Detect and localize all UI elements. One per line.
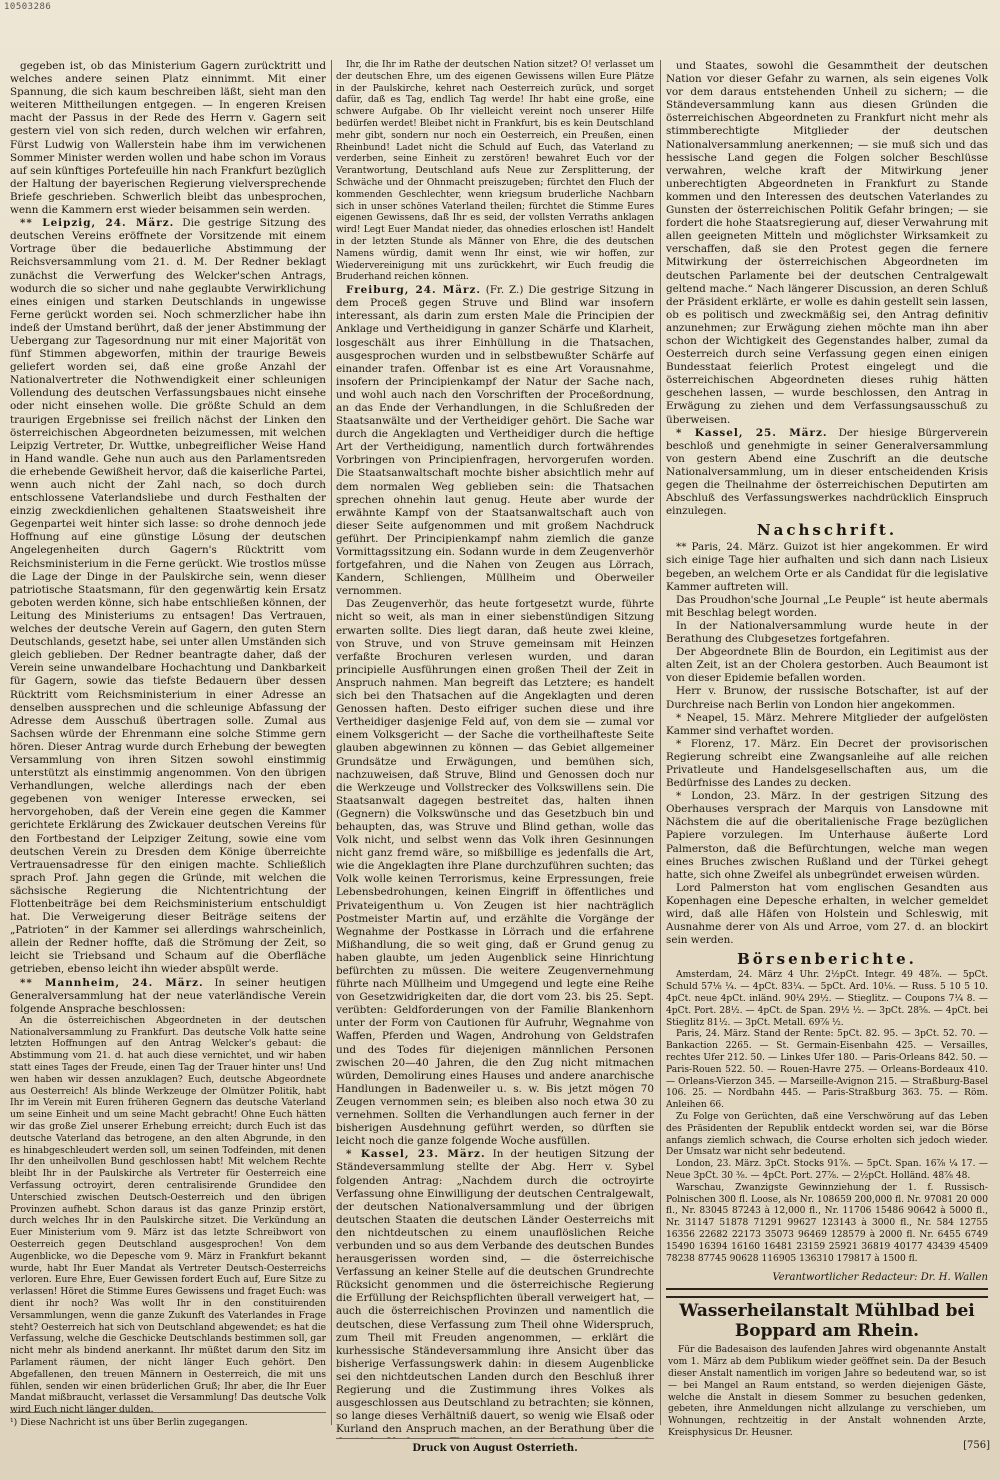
col3-kassel-text: Der hiesige Bürgerverein beschloß und genehmigte in seiner Generalversammlung von gestern Abend eine Zuschrift an die deutsche Nationalversammlung, um in dieser entscheidenden Krisis gegen die Theilnahme der österreichischen Deputirten am Abschluß des Verfassungswerkes nachdrücklich Einspruch einzulegen.	[666, 426, 988, 518]
page-number: [756]	[963, 1440, 990, 1451]
col1-paragraph-1: gegeben ist, ob das Ministerium Gagern zurücktritt und welches andere seinen Platz einnimmt. Mit einer Spannung, die sich kaum beschreiben läßt, sieht man den weiteren Mittheilungen entgegen. — In engeren Kreisen macht der Passus in der Rede des Herrn v. Gagern seit gestern viel von sich reden, durch welchen wir erfahren, Fürst Ludwig von Wallerstein habe ihm im verwichenen Sommer Minister werden wollen und habe schon im Voraus auf sein künftiges Portefeuille hin nach Frankfurt bezüglich der Haltung der bayerischen Regierung vielversprechende Briefe geschrieben. Schwerlich bleibt das unbesprochen, wenn die Kammern erst wieder beisammen sein werden.	[10, 60, 326, 217]
col2-paragraph-3: Das Zeugenverhör, das heute fortgesetzt wurde, führte nicht so weit, als man in einer siebenstündigen Sitzung erwarten sollte. Dies liegt daran, daß heute zwei kleine, von Struve, und von Struve gemeinsam mit Heinzen verfaßte Brochuren verlesen wurden, und daran principielle Ausführungen einen großen Theil der Zeit in Anspruch nahmen. Man begreift das Letztere; es handelt sich bei den Thatsachen auf die Angeklagten und deren Genossen haften. Desto eifriger suchen diese und ihre Vertheidiger dasjenige Feld auf, von dem sie — zumal vor einem Volksgericht — der Sache die vortheilhafteste Seite glauben abgewinnen zu können — das Gebiet allgemeiner Grundsätze und Erwägungen, und bemühen sich, nachzuweisen, daß Struve, Blind und Genossen doch nur die Werkzeuge und Vollstrecker des Volkswillens sein. Die Staatsanwalt dagegen bestreitet das, halten ihnen (Gegnern) die Volkswünsche und das Gesetzbuch bin und behaupten, das, was Struve und Blind gethan, wolle das Volk nicht, und selbst wenn das Volk ihren Gesinnungen nicht ganz fremd wäre, so mißbillige es jedenfalls die Art, wie die Angeklagten ihre Plane durchzuführen suchten; das Volk wolle keinen Terrorismus, keine Erpressungen, freie Lebensbedrohungen, keinen Eingriff in öffentliches und Privateigenthum u. Von Zeugen ist hier nachträglich Postmeister Martin auf, und erzählte die Vorgänge der Wegnahme der Postkasse in Lörrach und die erfahrene Mißhandlung, die so weit ging, daß er Grund genug zu haben glaubte, um jeden Augenblick seine Hinrichtung befürchten zu müssen. Die weitere Zeugenvernehmung führte nach Müllheim und Umgegend und legte eine Reihe von Gesetzwidrigkeiten dar, die dort vom 23. bis 25. Sept. verübten: Geldforderungen von der Familie Blankenhorn unter der Form von Cautionen für Aufruhr, Wegnahme von Waffen, Pferden und Wagen, Androhung von Geldstrafen und des Todes für diejenigen männlichen Personen zwischen 20—40 Jahren, die den Zug nicht mitmachen würden, Demolirung eines Hauses und andere anarchische Handlungen in Badenweiler u. s. w. Bis jetzt mögen 70 Zeugen vernommen sein; es bleiben also noch etwa 30 zu vernehmen. Sollten die Verhandlungen auch ferner in der bisherigen Ausdehnung geführt werden, so dürften sie leicht noch die ganze folgende Woche ausfüllen.	[336, 598, 654, 1148]
col2-kassel-text: In der heutigen Sitzung der Ständeversammlung stellte der Abg. Herr v. Sybel folgenden Antrag: „Nachdem durch die octroyirte Verfassung ohne Einwilligung der deutschen Centralgewalt, der deutschen Nationalversammlung und der übrigen deutschen Staaten die deutschen Länder Oesterreichs mit den nichtdeutschen zu einem unauflöslichen Reiche verbunden und so aus dem Verbande des deutschen Bundes herausgerissen worden sind, — die österreichische Verfassung an keiner Stelle auf die deutschen Grundrechte Rücksicht genommen und die österreichische Regierung die Erfüllung der Reichspflichten überall verweigert hat, — auch die österreichischen Provinzen und namentlich die deutschen, diese Verfassung zum Theil ohne Widerspruch, zum Theil mit Freuden angenommen, — erklärt die kurhessische Ständeversammlung ihre Ansicht über das bisherige Verfassungswerk dahin: in diesem Augenblicke sei den nichtdeutschen Landen durch den Beschluß ihrer Regierung und die Zustimmung ihres Volkes als ausgeschlossen aus Deutschland zu betrachten; sie können, so lange dieses Verhältniß dauert, so wenig wie Elsaß oder Kurland den Anspruch machen, an der Berathung über die	[336, 1148, 654, 1436]
dateline-leipzig: ** Leipzig, 24. März.	[20, 217, 175, 230]
col3-palmerston: Lord Palmerston hat vom englischen Gesandten aus Kopenhagen eine Depesche erhalten, in welcher gemeldet wird, daß alle Häfen von Holstein und Schleswig, mit Ausnahme derer von Als und Arroe, vom 27. d. an blockirt sein werden.	[666, 881, 988, 947]
archive-serial: 10503286	[4, 2, 52, 12]
section-heading-boersenberichte: Börsenberichte.	[737, 950, 917, 969]
col3-neapel: * Neapel, 15. März. Mehrere Mitglieder der aufgelösten Kammer sind verhaftet worden.	[666, 711, 988, 737]
col1-leipzig-text: Die gestrige Sitzung des deutschen Vereins eröffnete der Vorsitzende mit einem Vortrage über die bedauerliche Abstimmung der Reichsversammlung vom 21. d. M. Der Redner beklagt zunächst die Verwerfung des Welcker'schen Antrags, wodurch die so sicher und nahe geglaubte Verwirklichung eines einigen und starken Deutschlands in ungewisse Ferne gerückt worden sei. Noch schmerzlicher habe ihn indeß der Umstand berührt, daß der jener Abstimmung der Uebergang zur Tagesordnung nur mit einer Majorität von fünf Stimmen abgeworfen, mithin der traurige Beweis geliefert worden sei, daß eine große Anzahl der Nationalvertreter die Nothwendigkeit einer schleunigen Vollendung des deutschen Verfassungsbaues nicht einsehe oder nicht einsehen wolle. Die größte Schuld an dem traurigen Ergebnisse sei freilich nächst der Linken den österreichischen Abgeordneten beizumessen, mit welchen Leipzig Vertreter, Dr. Wuttke, unbegreiflicher Weise Hand in Hand wandle. Gehe nun auch aus den Parlamentsreden die erhebende Gewißheit hervor, daß die kaiserliche Partei, wenn auch nicht der Zahl nach, so doch durch entschlossene Vaterlandsliebe und durch Festhalten der einzig zweckdienlichen gehaltenen Staatsweisheit ihre Gegenpartei weit hinter sich lasse: so drohe dennoch jede Hoffnung auf eine günstige Lösung der deutschen Angelegenheiten durch Gagern's Rücktritt vom Reichsministerium in die Ferne gerückt. Wie trostlos müsse die Lage der Dinge in der Paulskirche sein, wenn dieser patriotische Staatsmann, für den gegenwärtig kein Ersatz geboten werden könne, sich habe entschließen können, der Leitung des Ministeriums zu entsagen! Das Vertrauen, welches der deutsche Verein auf Gagern, den guten Stern Deutschlands, gesetzt habe, sei unter allen Umständen sich gleich geblieben. Der Redner beantragte daher, daß der Verein seine unwandelbare Hochachtung und Dankbarkeit für Gagern, sowie das tiefste Bedauern über dessen Rücktritt vom Reichsministerium in einer Adresse an denselben aussprechen und die schleunige Abfassung der Adresse dem Ausschuß übertragen solle. Zumal aus Sachsen würde der Ehrenmann eine solche Stimme gern hören. Dieser Antrag wurde durch Erhebung der bewegten Versammlung von ihren Sitzen sowohl einstimmig unterstützt als einstimmig angenommen. Von den übrigen Verhandlungen, welche allerdings nach der eben gegebenen von weniger Interesse erwecken, sei hervorgehoben, daß der Verein eine gegen die Kammer gerichtete Erklärung des Zwickauer deutschen Vereins für den Fortbestand der Leipziger Zeitung, sowie eine vom deutschen Verein zu Dresden dem Könige überreichte Vertrauensadresse für den einigen machte. Schließlich sprach Prof. Jahn gegen die Gründe, mit welchen die sächsische Regierung die Nichtentrichtung der Flottenbeiträge bei dem Reichsministerium entschuldigt hat. Die Verweigerung dieser Beiträge seitens der „Patrioten“ in der Kammer sei allerdings wahrscheinlich, allein der Redner hoffte, daß die Strömung der Zeit, so leicht sie Triebsand und Schaum auf die Oberfläche getrieben, ebenso leicht ihn wieder abspült werde.	[10, 217, 326, 976]
advertisement-text: Für die Badesaison des laufenden Jahres wird obgenannte Anstalt vom 1. März ab dem Publikum wieder geöffnet sein. Da der Besuch dieser Anstalt namentlich im vorigen Jahre so bedeutend war, so ist — bei Mangel an Raum entstand, so werden diejenigen Gäste, welche die Anstalt in diesem Sommer zu besuchen gedenken, gebeten, ihre Anmeldungen nicht allzulange zu verschieben, um Wohnungen, rechtzeitig in der Anstalt wohnenden Arzte, Kreisphysicus Dr. Heusner.	[668, 1345, 986, 1438]
section-heading-nachschrift: Nachschrift.	[756, 521, 898, 540]
col3-blin-de-bourdon: Der Abgeordnete Blin de Bourdon, ein Legitimist aus der alten Zeit, ist an der Cholera gestorben. Auch Beaumont ist von dieser Epidemie befallen worden.	[666, 646, 988, 685]
dateline-mannheim: ** Mannheim, 24. März.	[20, 976, 204, 989]
dateline-freiburg: Freiburg, 24. März.	[346, 284, 481, 297]
col3-london: * London, 23. März. In der gestrigen Sitzung des Oberhauses versprach der Marquis von Lansdowne mit Nächstem die auf die oberitalienische Frage bezüglichen Papiere vorzulegen. Im Unterhause äußerte Lord Palmerston, daß die Befürchtungen, welche man wegen eines Bruches zwischen Rußland und der Türkei gehegt hatte, sich ohne Zweifel als unbegründet erweisen würden.	[666, 790, 988, 881]
col1-paragraph-2	[10, 217, 326, 976]
col3-paragraph-kassel	[666, 427, 988, 519]
advertisement-box	[666, 1296, 988, 1438]
responsible-editor: Verantwortlicher Redacteur: Dr. H. Wallen	[666, 1271, 988, 1290]
boerse-london: London, 23. März. 3pCt. Stocks 91⅞. — 5pCt. Span. 16⅞ ¼ 17. — Neue 3pCt. 30 ⅜. — 4pCt. Port. 27⅞. — 2½pCt. Holländ. 48⅞ 48.	[666, 1159, 988, 1181]
col2-paragraph-kassel	[336, 1148, 654, 1438]
col3-paragraph-1: und Staates, sowohl die Gesammtheit der deutschen Nation vor dieser Gefahr zu warnen, als sein eigenes Volk vor dem daraus entstehenden Unheil zu sichern; — die Ständeversammlung kann aus diesen Gründen die österreichischen Abgeordneten zu Frankfurt nicht mehr als stimmberechtigte Mitglieder der deutschen Nationalversammlung anerkennen; — sie muß sich und das hessische Land gegen die Folgen solcher Beschlüsse verwahren, welche kraft der Mitwirkung jener unberechtigten Abgeordneten in Frankfurt zu Stande kommen und den Interessen des deutschen Vaterlandes zu Gunsten der österreichischen Politik Gefahr bringen; — sie fordert die hohe Staatsregierung auf, dieser Verwahrung mit allen geeigneten Mitteln und möglichster Wirksamkeit zu verschaffen, daß sie den Protest gegen die fernere Mitwirkung der österreichischen Abgeordneten im deutschen Parlamente bei der deutschen Centralgewalt geltend mache.“ Nach längerer Discussion, an deren Schluß der Präsident erklärte, er wolle es dahin gestellt sein lassen, ob es politisch und zweckmäßig sei, den Antrag definitiv anzunehmen; zur Erwägung ziehen möchte man ihn aber schon der Wichtigkeit des Gegenstandes halber, zumal da Oesterreich durch seine Verfassung gegen einen einigen Bundesstaat feierlich Protest eingelegt und die österreichischen Abgeordneten dieses ruhig hätten geschehen lassen, — wurde beschlossen, den Antrag in Erwägung zu ziehen und dem Verfassungsausschuß zu überweisen.	[666, 60, 988, 426]
col1-paragraph-3	[10, 977, 326, 1016]
col3-florenz: * Florenz, 17. März. Ein Decret der provisorischen Regierung schreibt eine Zwangsanleihe auf alle reichen Privatleute und Handelsgesellschaften aus, um die Bedürfnisse des Landes zu decken.	[666, 737, 988, 790]
col1-address-text: An die österreichischen Abgeordneten in der deutschen Nationalversammlung zu Frankfurt. Das deutsche Volk hatte seine letzten Hoffnungen auf den Antrag Welcker's gebaut: die Abstimmung vom 21. d. hat auch diese vernichtet, und wir haben statt eines Tages der Freude, einen Tag der Trauer hinter uns! Und wen haben wir dessen anzuklagen? Euch, deutsche Abgeordnete aus Oesterreich! Als blinde Werkzeuge der Olmützer Politik, habt Ihr im Verein mit Euren früheren Gegnern das deutsche Vaterland um seine Einheit und um seine Macht gebracht! Ohne Euch hätten wir das große Ziel unserer Erhebung erreicht; durch Euch ist das deutsche Vaterland das betrogene, an den alten Abgrunde, in den es hinabgeschleudert werden soll, um seinen Todfeinden, mit denen Ihr den unheilvollen Bund geschlossen habt! Mit welchem Rechte bleibt Ihr in der Paulskirche als Vertreter für Oesterreich eine Verfassung octroyirt, deren centralisirende Grundidee den Unterschied zwischen Deutsch-Oesterreich und den übrigen Provinzen aufhebt. Schon daraus ist das ganze Prinzip erstört, durch welches Ihr in den Paulskirche sitzet. Die Verkündung an Euer Ministerium vom 9. März ist das letzte Schreibwort von Oesterreich gegen Deutschland ausgesprochen! Von dem Augenblicke, wo die Depesche vom 9. März in Frankfurt bekannt wurde, habt Ihr Euer Mandat als Vertreter Deutsch-Oesterreichs verloren. Eure Ehre, Euer Gewissen fordert Euch auf, Eure Sitze zu verlassen! Höret die Stimme Eures Gewissens und fraget Euch: was dient ihr noch? Was wollt Ihr in den constituirenden Versammlungen, wenn die ganze Zukunft des Vaterlandes in Frage steht? Oesterreich hat sich von Deutschland abgewendet; es hat die Verfassung, welche die Geschicke Deutschlands bestimmen soll, gar nicht mehr als bindend anerkannt. Ihr müßtet darum den Sitz im Parlament räumen, der nicht länger Euch gehört. Den Abgefallenen, den treuen Männern in Oesterreich, die mit uns fühlen, senden wir einen brüderlichen Gruß; Ihr aber, die Ihr Euer Mandat mißbraucht, verlasset die Versammlung! Das deutsche Volk wird Euch nicht länger dulden.	[10, 1015, 326, 1416]
footnote: ¹) Diese Nachricht ist uns über Berlin zugegangen.	[10, 1412, 326, 1428]
column-3	[666, 60, 988, 1438]
col2-paragraph-freiburg	[336, 284, 654, 598]
column-rule-2	[660, 60, 661, 1425]
col2-freiburg-text: (Fr. Z.) Die gestrige Sitzung in dem Proceß gegen Struve und Blind war insofern interessant, als darin zum ersten Male die Principien der Anklage und Vertheidigung in ganzer Schärfe und Klarheit, losgeschält aus ihrer Einhüllung in die Thatsachen, ausgesprochen wurden und in selbstbewußter Schärfe auf einander trafen. Offenbar ist es eine Art Vorausnahme, insofern der Principienkampf der Natur der Sache nach, und wohl auch nach den Vorschriften der Proceßordnung, an das Ende der Verhandlungen, in die Schlußreden der Staatsanwälte und der Vertheidiger gehört. Die Sache war durch die Angeklagten und Vertheidiger durch die heftige Art der Vertheidigung, namentlich durch fortwährendes Vorbringen von Principienfragen, hervorgerufen worden. Die Staatsanwaltschaft mochte bisher absichtlich mehr auf dem normalen Weg geblieben sein: die Thatsachen sprechen ohnehin laut genug. Heute aber wurde der erwähnte Kampf von der Staatsanwaltschaft auch von dieser Seite aufgenommen und mit großem Nachdruck geführt. Der Principienkampf nahm ziemlich die ganze Vormittagssitzung ein. Sodann wurde in dem Zeugenverhör fortgefahren, und die Nahen von Zeugen aus Lörrach, Kandern, Schliengen, Müllheim und Oberweiler vernommen.	[336, 284, 654, 598]
boerse-amsterdam: Amsterdam, 24. März 4 Uhr. 2½pCt. Integr. 49 48⅞. — 5pCt. Schuld 57⅛ ¼. — 4pCt. 83¼. — 5pCt. Ard. 10⅛. — Russ. 5 10 5 10. 4pCt. neue 4pCt. inländ. 90¼ 29½. — Stieglitz. — Coupons 7¼ 8. — 4pCt. Port. 28½. — 4pCt. de Span. 29½ ½. — 3pCt. 28⅝. — 4pCt. bei Stieglitz 81½. — 3pCt. Metall. 69⅞ ½.	[666, 970, 988, 1028]
dateline-kassel: * Kassel, 23. März.	[346, 1148, 486, 1161]
dateline-kassel-25: * Kassel, 25. März.	[676, 426, 828, 439]
col3-paris: ** Paris, 24. März. Guizot ist hier angekommen. Er wird sich einige Tage hier aufhalten und sich dann nach Lisieux begeben, an welchem Orte er als Candidat für die legislative Kammer auftreten will.	[666, 541, 988, 593]
advertisement-title: Wasserheilanstalt Mühlbad bei Boppard am Rhein.	[679, 1301, 975, 1342]
col3-brunow: Herr v. Brunow, der russische Botschafter, ist auf der Durchreise nach Berlin von London hier angekommen.	[666, 685, 988, 711]
boerse-paris: Paris, 24. März. Stand der Rente: 5pCt. 82. 95. — 3pCt. 52. 70. — Bankaction 2265. — St. Germain-Eisenbahn 425. — Versailles, rechtes Ufer 212. 50. — Linkes Ufer 180. — Paris-Orleans 842. 50. — Paris-Rouen 522. 50. — Rouen-Havre 275. — Orleans-Bordeaux 410. — Orleans-Vierzon 345. — Marseille-Avignon 215. — Straßburg-Basel 106. 25. — Nordbahn 445. — Paris-Straßburg 363. 75. — Röm. Anleihen 66.	[666, 1029, 988, 1111]
column-1	[10, 60, 326, 1438]
column-2	[336, 60, 654, 1438]
boerse-note: Zu Folge von Gerüchten, daß eine Verschwörung auf das Leben des Präsidenten der Republik entdeckt worden sei, war die Börse anfangs ziemlich schwach, die Course erholten sich jedoch wieder. Der Umsatz war nicht sehr bedeutend.	[666, 1111, 988, 1158]
col3-peuple: Das Proudhon'sche Journal „Le Peuple“ ist heute abermals mit Beschlag belegt worden.	[666, 593, 988, 619]
boerse-warschau: Warschau, Zwanzigste Gewinnziehung der 1. f. Russisch-Polnischen 300 fl. Loose, als Nr. 108659 200,000 fl. Nr. 97081 20 000 fl., Nr. 83045 87243 à 12,000 fl., Nr. 11706 15486 90642 à 5000 fl., Nr. 31147 51878 71291 99627 123143 à 3000 fl., Nr. 584 12755 16356 22682 22173 35073 96469 128579 à 2000 fl. Nr. 6455 6749 15490 16394 16160 16481 23159 25921 36819 40177 43439 45409 78238 87745 90628 116905 136310 179817 à 1500 fl.	[666, 1182, 988, 1264]
col1-mannheim-text: In seiner heutigen Generalversammlung hat der neue vaterländische Verein folgende Ansprache beschlossen:	[10, 976, 326, 1015]
col2-address-continuation: Ihr, die Ihr im Rathe der deutschen Nation sitzet? O! verlasset um der deutschen Ehre, um des eigenen Gewissens willen Eure Plätze in der Paulskirche, kehret nach Oesterreich zurück, und sorget dafür, daß es Tag, endlich Tag werde! Ihr habt eine große, eine schwere Aufgabe. Ob Ihr vielleicht vereint noch unserer Hilfe bedürfen werdet! Bleibet nicht in Frankfurt, bis es kein Deutschland mehr gibt, sondern nur noch ein Oesterreich, ein Preußen, einen Rheinbund! Ladet nicht die Schuld auf Euch, das Vaterland zu verderben, seine Einheit zu zerstören! bewahret Euch vor der Verantwortung, Deutschland aufs Neue zur Zersplitterung, der Schwäche und der Ohnmacht preiszugeben; fürchtet den Fluch der kommenden Geschlechter, wenn kriegsum bruderliche Nachbarn sich in unser schönes Vaterland theilen; fürchtet die Stimme Eures eigenen Gewissens, daß Ihr es seid, der vollsten Verraths anklagen wird! Legt Euer Mandat nieder, das ohnedies erloschen ist! Handelt in der letzten Stunde als Männer von Ehre, die des deutschen Namens würdig, damit wenn Ihr einst, wie wir hoffen, zur Wiedervereinigung mit uns zurückkehrt, wir Euch freudig die Bruderhand reichen können.	[336, 60, 654, 283]
column-rule-1	[331, 60, 332, 1425]
col3-nationalversammlung: In der Nationalversammlung wurde heute in der Berathung des Clubgesetzes fortgefahren.	[666, 619, 988, 646]
printer-imprint: Druck von August Osterrieth.	[336, 1438, 654, 1454]
